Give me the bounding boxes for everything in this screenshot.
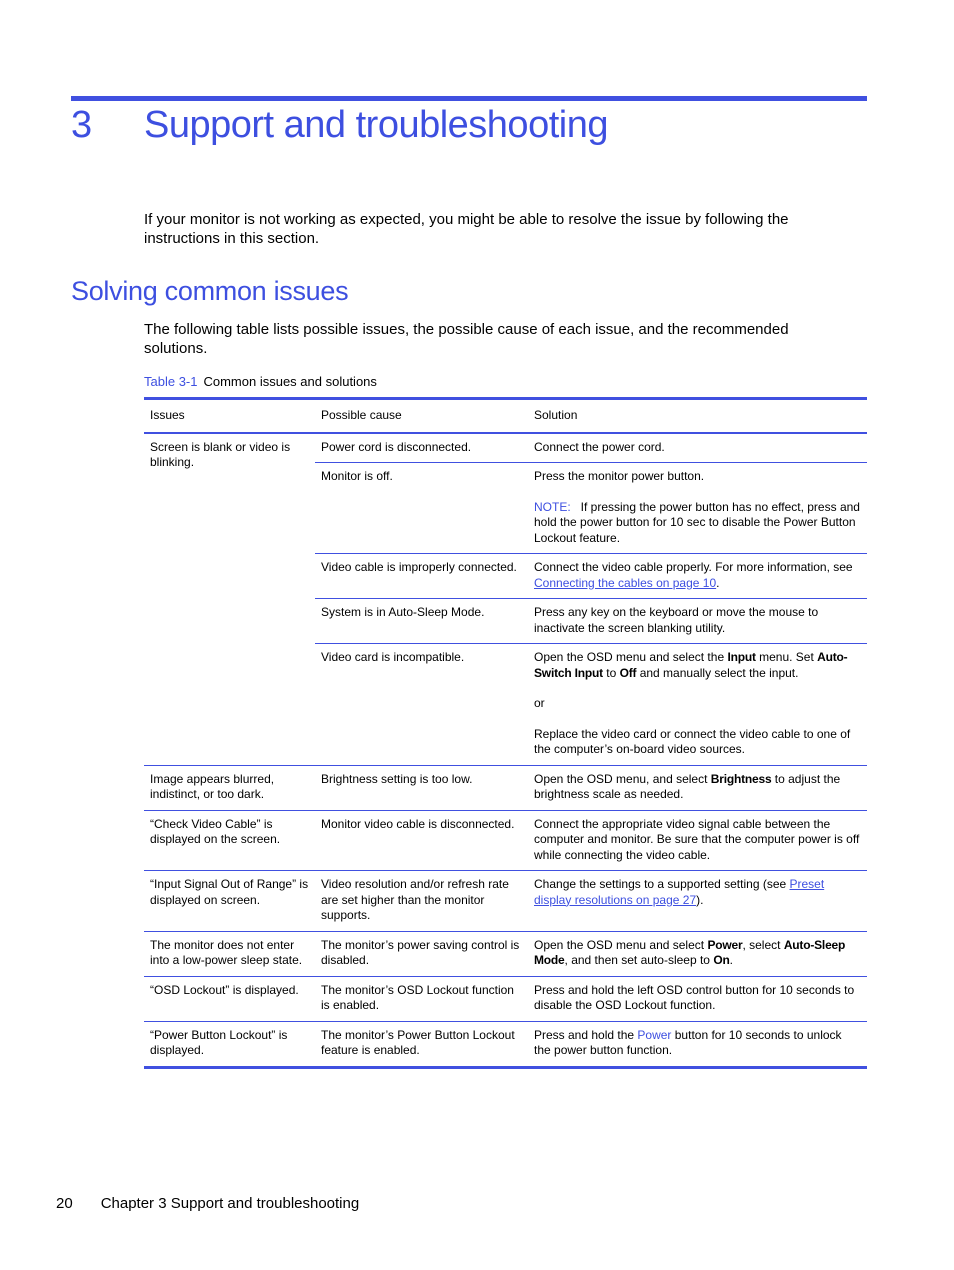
table-caption-title: Common issues and solutions — [203, 374, 377, 389]
table-row — [144, 871, 867, 932]
solution-cell — [528, 765, 867, 810]
cause-cell: Power cord is disconnected. — [315, 433, 528, 463]
chapter-number: 3 — [71, 104, 93, 146]
solution-text: Open the OSD menu and select — [534, 937, 708, 952]
cause-cell: Video resolution and/or refresh rate are set higher than the monitor supports. — [315, 871, 528, 932]
solution-text: to — [602, 665, 620, 680]
issue-cell: Image appears blurred, indistinct, or too dark. — [144, 765, 315, 810]
power-button-label: Power — [637, 1027, 672, 1042]
menu-auto-switch-label: Auto-Switch Input — [534, 650, 848, 680]
solution-cell — [528, 1021, 867, 1067]
solution-text: Connect the video cable properly. For more information, see — [534, 560, 853, 574]
table-header-row — [144, 399, 867, 433]
cause-cell: Monitor is off. — [315, 463, 528, 554]
note-text: If pressing the power button has no effect, press and hold the power button for 10 sec to disable the Power Button Lockout feature. — [534, 499, 860, 545]
table-caption-number: Table 3-1 — [144, 374, 198, 389]
cause-cell: The monitor’s power saving control is disabled. — [315, 931, 528, 976]
solution-text: menu. Set — [755, 650, 818, 664]
cause-cell: Video cable is improperly connected. — [315, 554, 528, 599]
solution-text-end: . — [729, 953, 733, 967]
solution-cell — [528, 871, 867, 932]
table-row — [144, 765, 867, 810]
menu-off-label: Off — [619, 665, 637, 680]
solution-cell: Connect the power cord. — [528, 433, 867, 463]
table-row — [144, 976, 867, 1021]
table-row — [144, 810, 867, 871]
table-row — [144, 931, 867, 976]
note-label: NOTE: — [534, 499, 571, 514]
cause-cell: Monitor video cable is disconnected. — [315, 810, 528, 871]
solution-text: Press and hold the — [534, 1027, 638, 1042]
cause-cell: Brightness setting is too low. — [315, 765, 528, 810]
solution-text: and manually select the input. — [636, 665, 799, 680]
chapter-title: Support and troubleshooting — [144, 104, 608, 146]
solution-text: Replace the video card or connect the video cable to one of the computer’s on-board video sources. — [534, 726, 851, 756]
solution-text-end: ). — [696, 892, 704, 907]
solution-text: to adjust the brightness scale as needed. — [534, 771, 841, 801]
menu-auto-sleep-label: Auto-Sleep Mode — [534, 937, 846, 967]
header-solution: Solution — [528, 399, 867, 433]
chapter-intro: If your monitor is not working as expected, you might be able to resolve the issue by following the instructions in this section. — [144, 211, 789, 247]
issue-cell: “OSD Lockout” is displayed. — [144, 976, 315, 1021]
connecting-cables-link[interactable]: Connecting the cables on page 10 — [534, 575, 717, 590]
table-row — [144, 433, 867, 463]
solution-cell — [528, 463, 867, 554]
chapter-top-rule — [71, 96, 867, 101]
or-text: or — [534, 696, 545, 710]
solution-text: Open the OSD menu, and select — [534, 771, 711, 786]
solution-text: Open the OSD menu and select the — [534, 650, 728, 664]
solution-cell — [528, 554, 867, 599]
issue-cell: Screen is blank or video is blinking. — [144, 433, 315, 766]
footer-chapter-ref: Chapter 3 Support and troubleshooting — [100, 1195, 360, 1212]
menu-on-label: On — [713, 953, 730, 967]
solution-text-end: . — [716, 575, 720, 590]
table-row — [144, 1021, 867, 1067]
issue-cell: “Check Video Cable” is displayed on the screen. — [144, 810, 315, 871]
section-intro: The following table lists possible issues, the possible cause of each issue, and the recommended solutions. — [144, 321, 789, 357]
solution-cell: Press and hold the left OSD control button for 10 seconds to disable the OSD Lockout function. — [528, 976, 867, 1021]
menu-brightness-label: Brightness — [710, 771, 772, 786]
solution-cell: Press any key on the keyboard or move the mouse to inactivate the screen blanking utility. — [528, 599, 867, 644]
cause-cell: System is in Auto-Sleep Mode. — [315, 599, 528, 644]
solution-cell — [528, 931, 867, 976]
issues-table — [144, 397, 867, 1069]
issue-cell: “Power Button Lockout” is displayed. — [150, 1027, 288, 1057]
solution-cell — [528, 644, 867, 766]
header-issues: Issues — [144, 399, 315, 433]
page-number: 20 — [56, 1195, 73, 1212]
solution-text: Press the monitor power button. — [534, 469, 705, 483]
issue-cell: “Input Signal Out of Range” is displayed on screen. — [144, 871, 315, 932]
section-title: Solving common issues — [71, 276, 349, 306]
menu-power-label: Power — [707, 937, 743, 952]
menu-input-label: Input — [727, 650, 756, 664]
cause-cell: The monitor’s Power Button Lockout feature is enabled. — [321, 1027, 515, 1057]
preset-resolutions-link[interactable]: Preset display resolutions on page 27 — [534, 877, 825, 907]
solution-text: , and then set auto-sleep to — [564, 953, 714, 967]
cause-cell: Video card is incompatible. — [315, 644, 528, 766]
solution-text: , select — [742, 937, 784, 952]
solution-cell: Connect the appropriate video signal cable between the computer and monitor. Be sure that the computer power is off while connecting the video cable. — [528, 810, 867, 871]
cause-cell: The monitor’s OSD Lockout function is enabled. — [315, 976, 528, 1021]
solution-text: button for 10 seconds to unlock the power button function. — [534, 1027, 842, 1057]
page-footer — [56, 1195, 359, 1212]
header-possible-cause: Possible cause — [315, 399, 528, 433]
table-caption — [144, 374, 377, 389]
solution-text: Change the settings to a supported setting (see — [534, 877, 790, 891]
issue-cell: The monitor does not enter into a low-power sleep state. — [144, 931, 315, 976]
